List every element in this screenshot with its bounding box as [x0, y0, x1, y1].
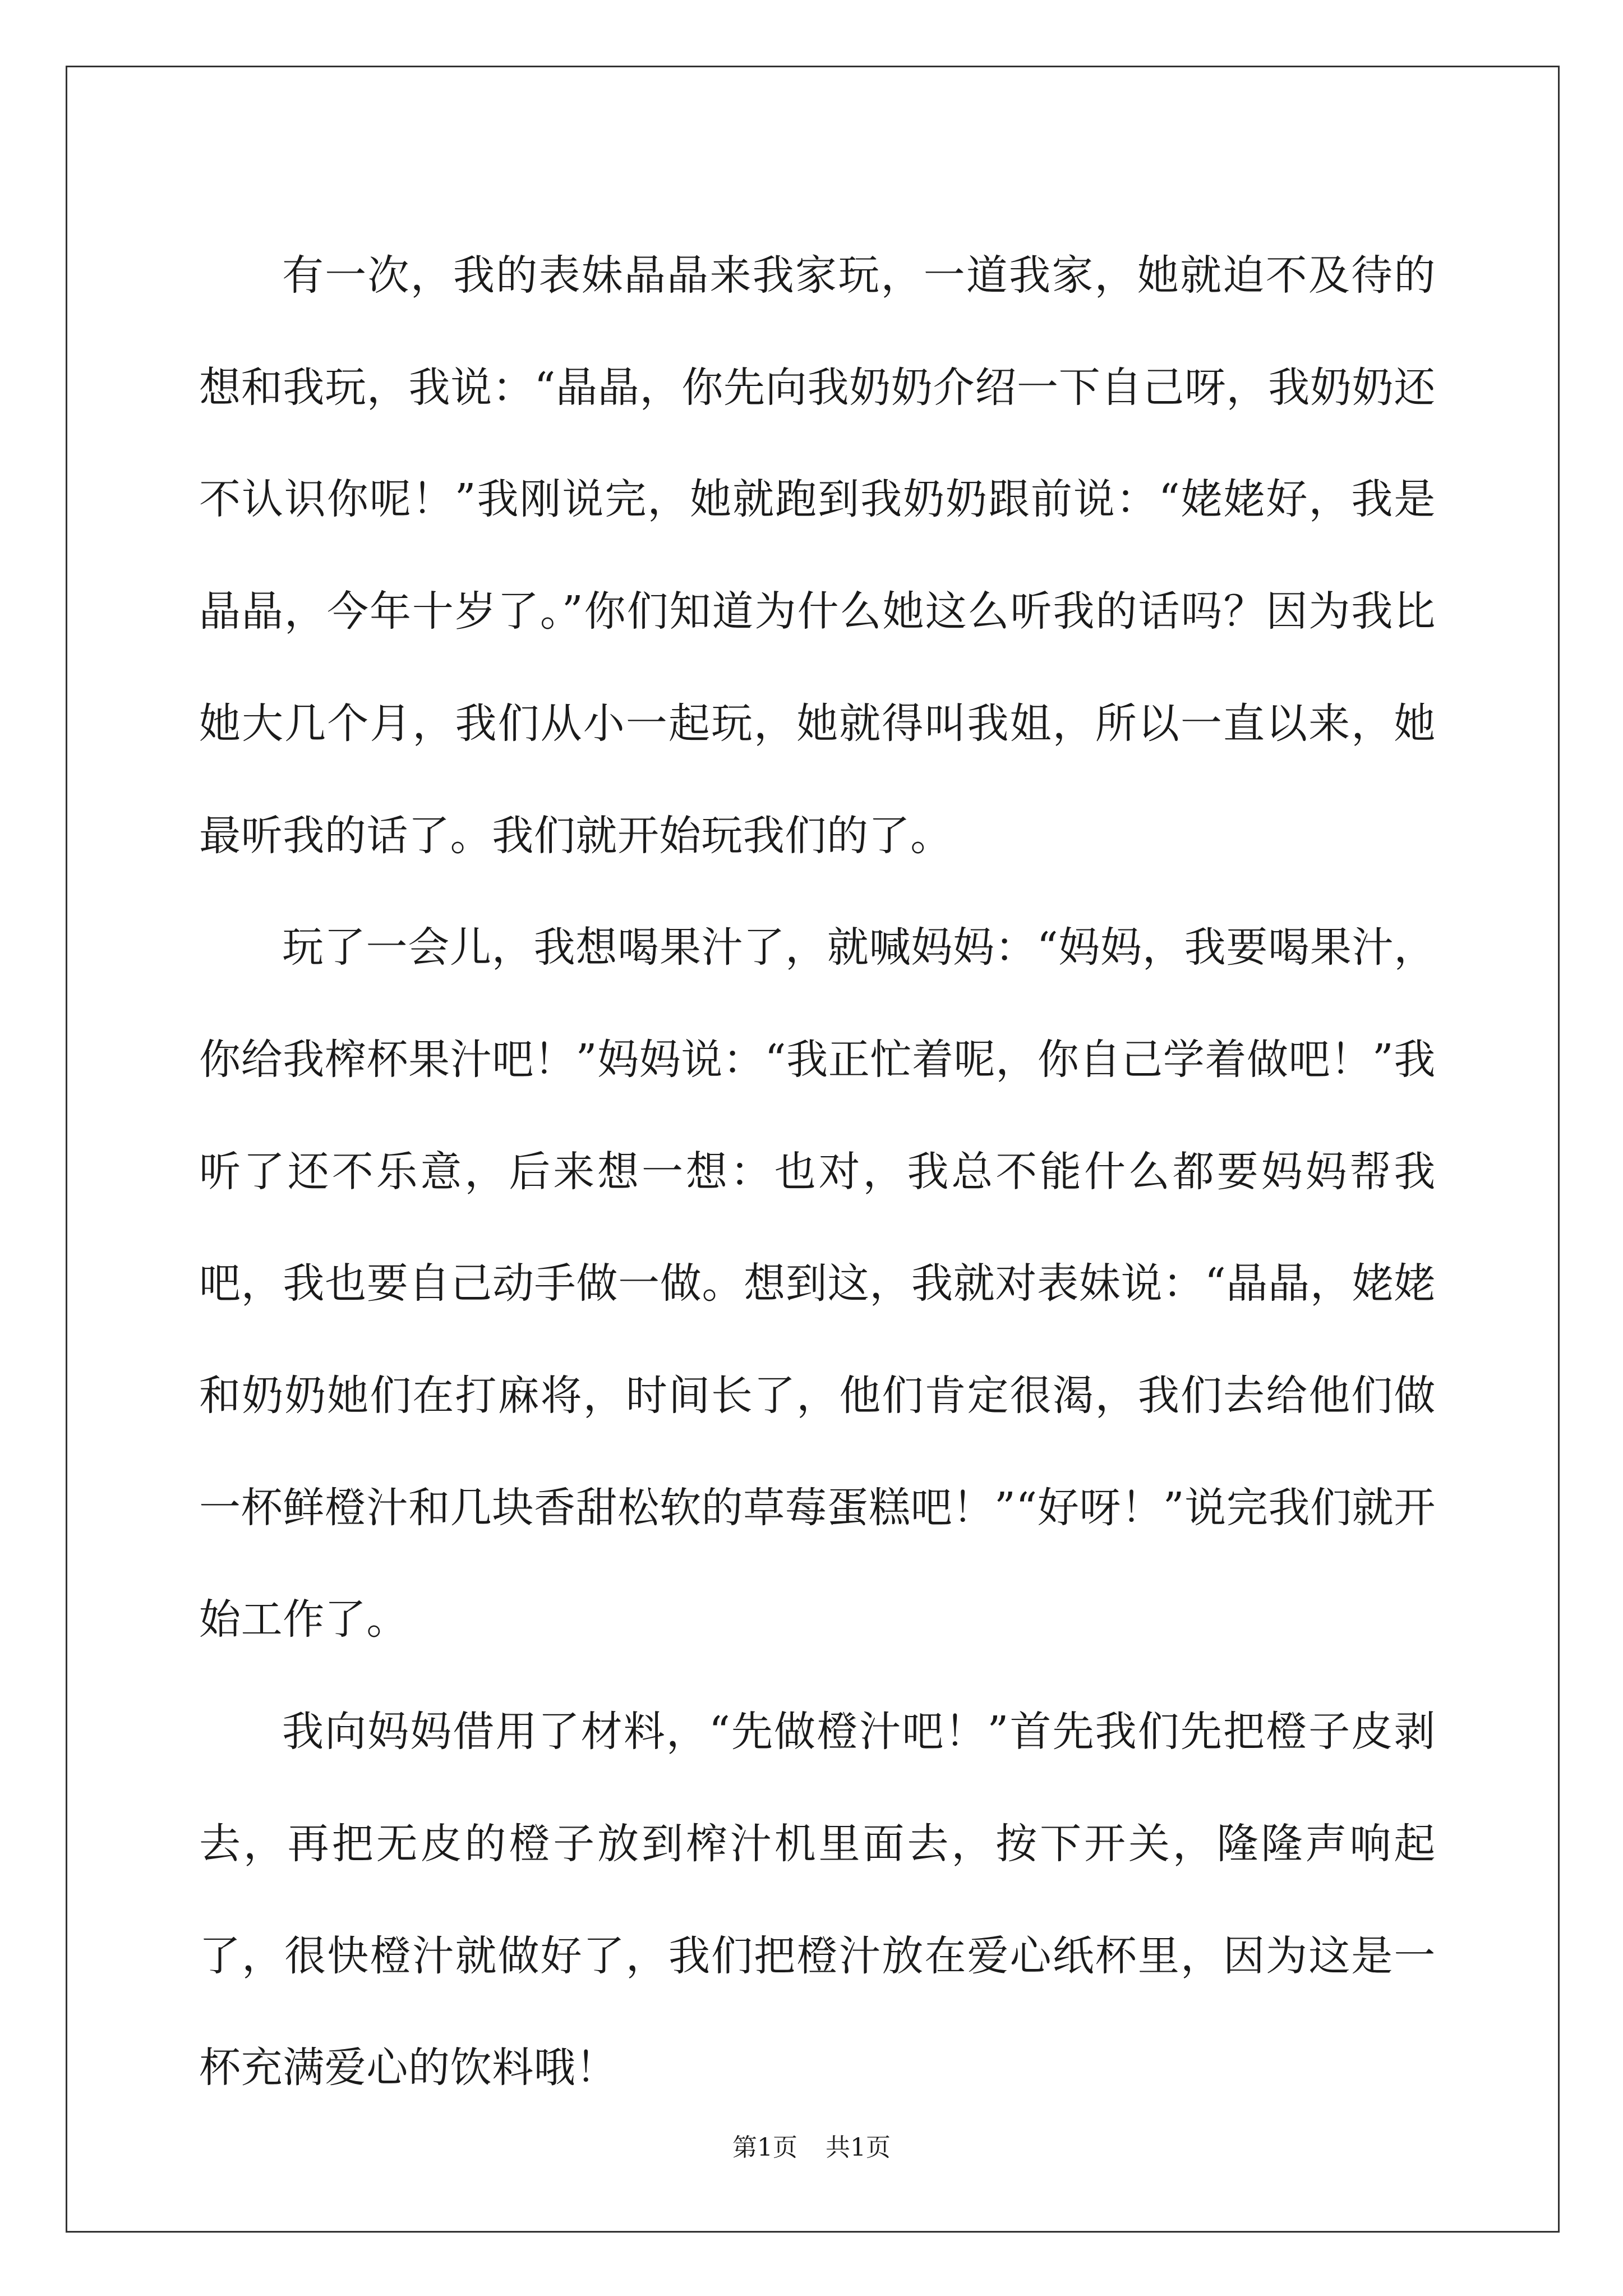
document-body: [199, 220, 1436, 2124]
page-number-total: 共1页: [826, 2133, 891, 2162]
paragraph-3: 我向妈妈借用了材料，“先做橙汁吧！”首先我们先把橙子皮剥去，再把无皮的橙子放到榨汁机里面去，按下开关，隆隆声响起了，很快橙汁就做好了，我们把橙汁放在爱心纸杯里，因为这是一杯充满爱心的饮料哦！: [199, 1708, 1436, 2092]
paragraph-2: 玩了一会儿，我想喝果汁了，就喊妈妈：“妈妈，我要喝果汁，你给我榨杯果汁吧！”妈妈说：“我正忙着呢，你自己学着做吧！”我听了还不乐意，后来想一想：也对，我总不能什么都要妈妈帮我吧，我也要自己动手做一做。想到这，我就对表妹说：“晶晶，姥姥和奶奶她们在打麻将，时间长了，他们肯定很渴，我们去给他们做一杯鲜橙汁和几块香甜松软的草莓蛋糕吧！”“好呀！”说完我们就开始工作了。: [199, 923, 1436, 1644]
page-footer: [0, 2131, 1623, 2165]
paragraph-1: 有一次，我的表妹晶晶来我家玩，一道我家，她就迫不及待的想和我玩，我说：“晶晶，你先向我奶奶介绍一下自己呀，我奶奶还不认识你呢！”我刚说完，她就跑到我奶奶跟前说：“姥姥好，我是晶晶，今年十岁了。”你们知道为什么她这么听我的话吗？因为我比她大几个月，我们从小一起玩，她就得叫我姐，所以一直以来，她最听我的话了。我们就开始玩我们的了。: [199, 251, 1436, 860]
page-number-current: 第1页: [732, 2133, 797, 2162]
